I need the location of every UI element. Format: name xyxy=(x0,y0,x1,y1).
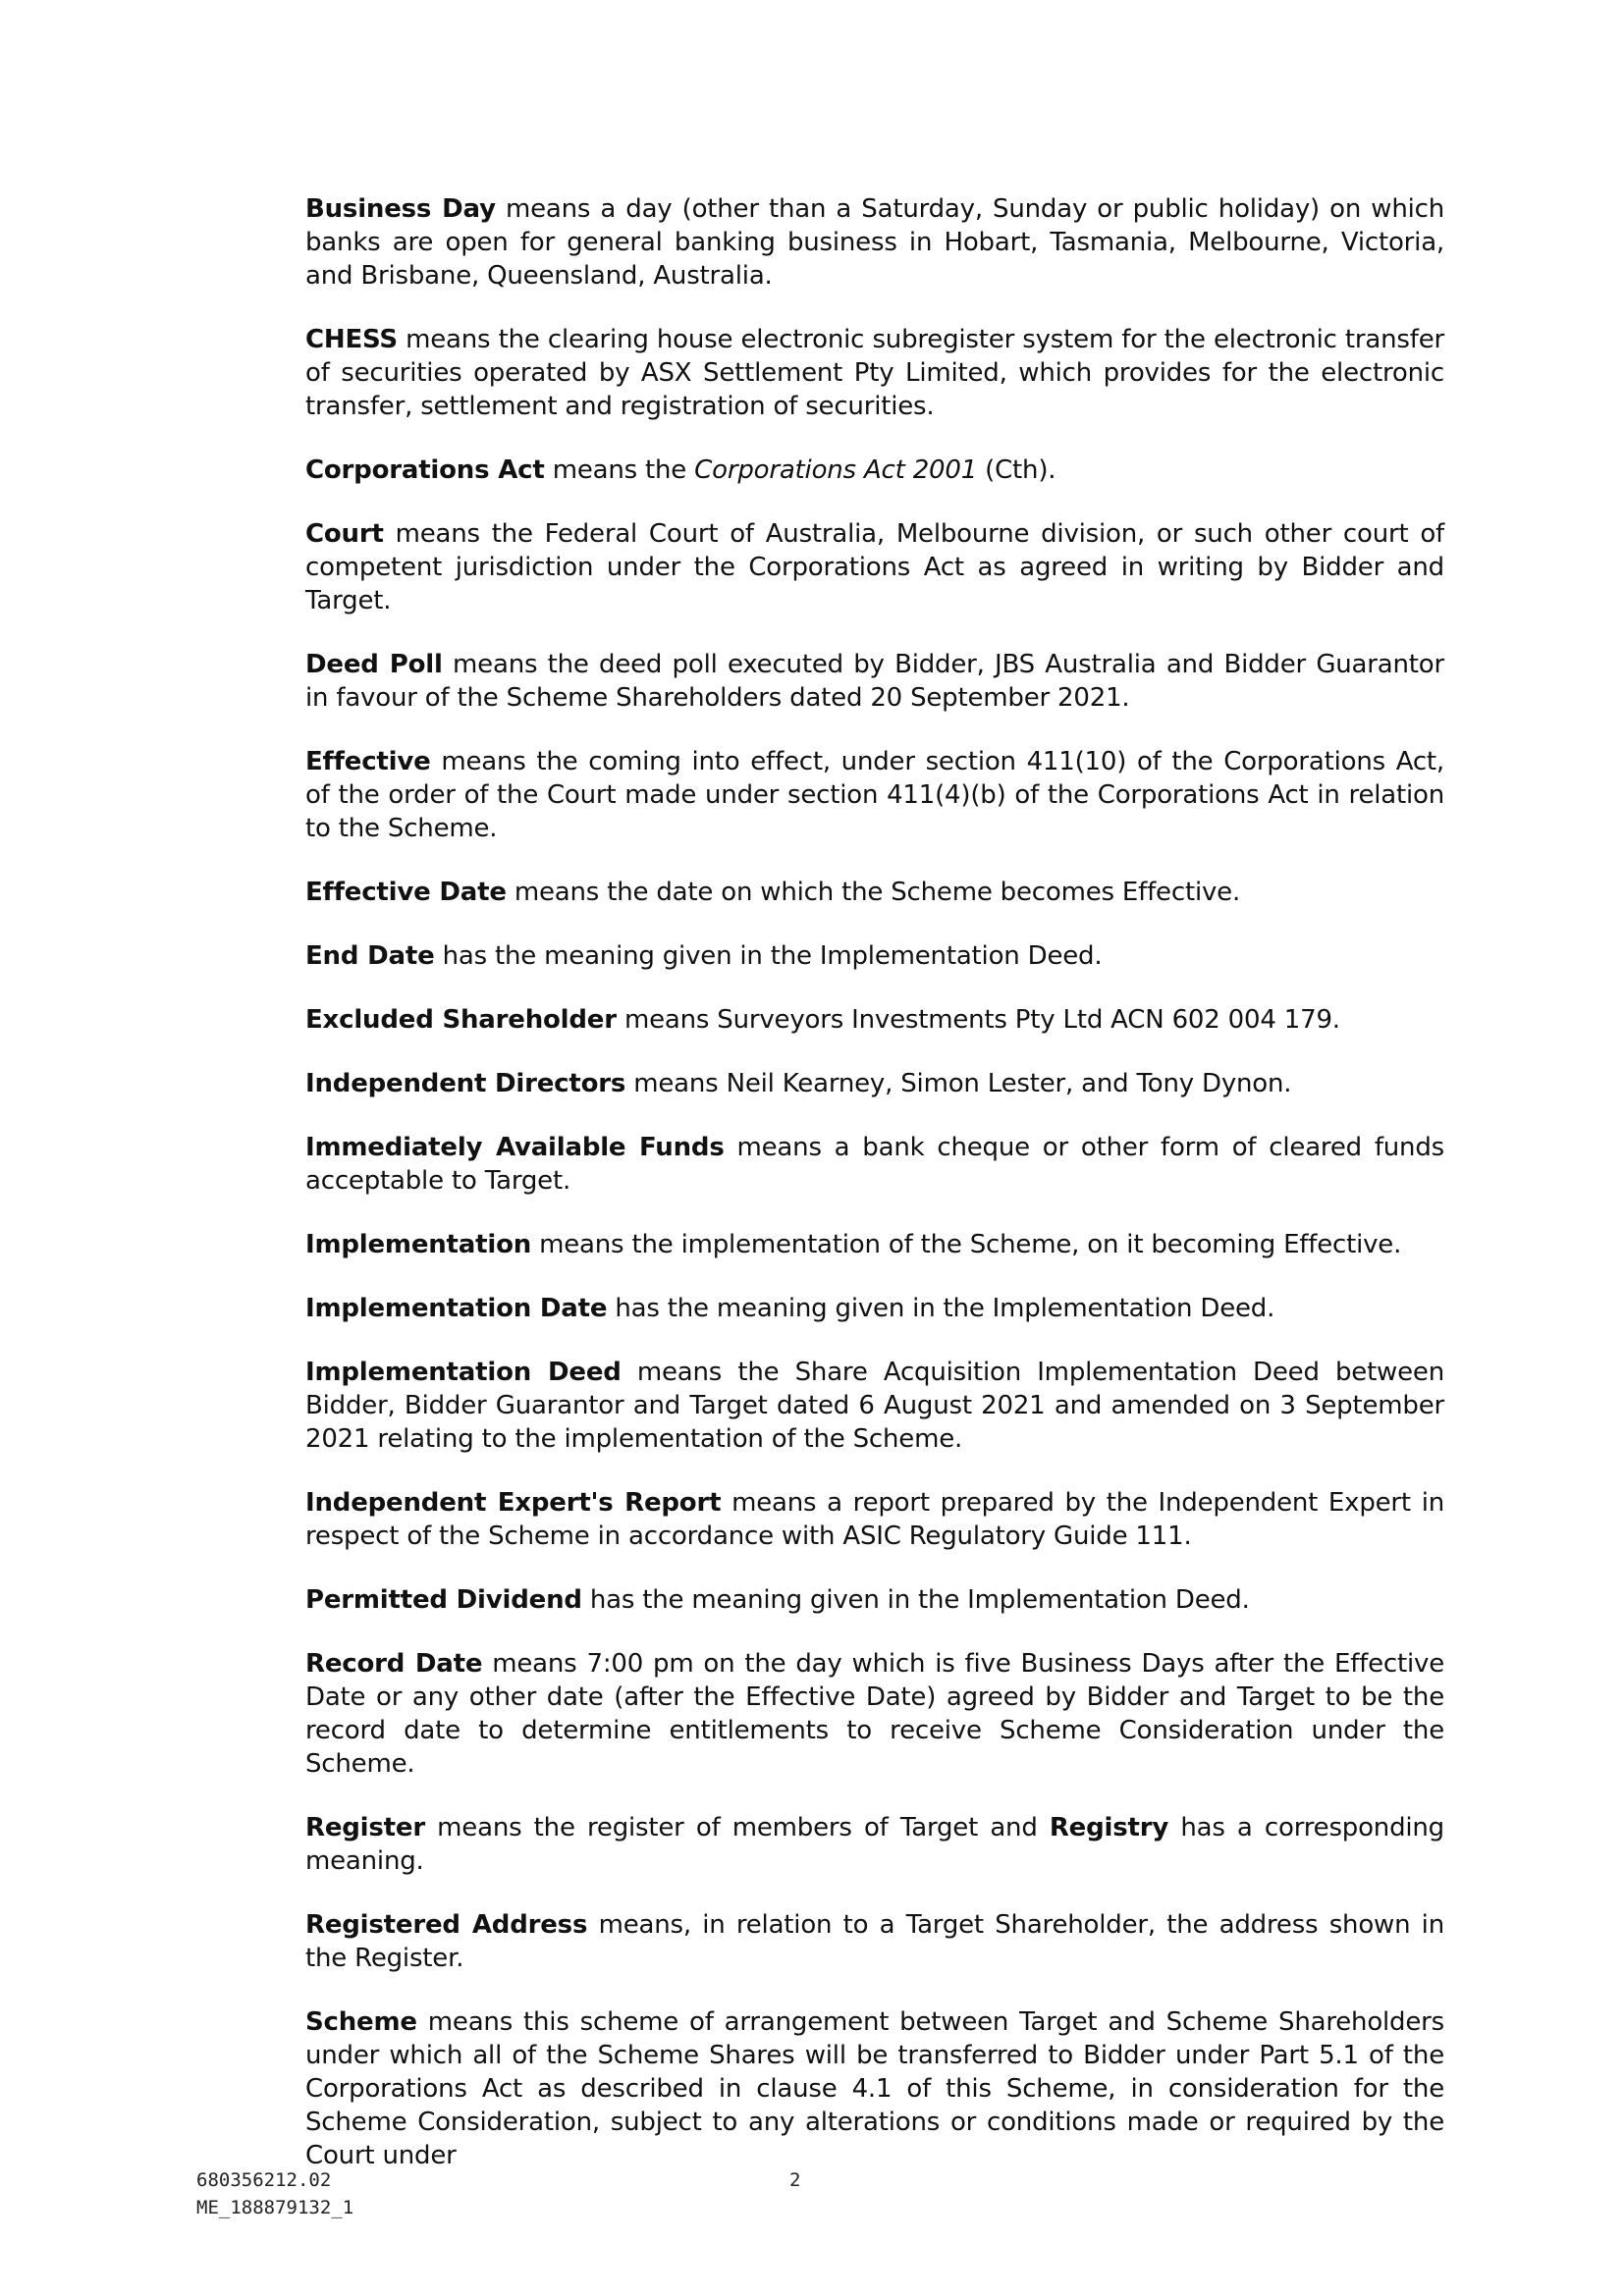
definition-text: means the coming into effect, under section 411(10) of the Corporations Act, of the order of the Court made under section 411(4)(b) of the Corporations Act in relation to the Scheme. xyxy=(305,747,1444,843)
definition-independent-experts-report xyxy=(305,1486,1444,1553)
term: CHESS xyxy=(305,325,398,354)
definition-text: means a day (other than a Saturday, Sunday or public holiday) on which banks are open for general banking business in Hobart, Tasmania, Melbourne, Victoria, and Brisbane, Queensland, Australia. xyxy=(305,194,1444,291)
definition-text: (Cth). xyxy=(977,455,1056,485)
term: Register xyxy=(305,1813,425,1842)
term: End Date xyxy=(305,941,435,971)
definition-text: means Surveyors Investments Pty Ltd ACN 602 004 179. xyxy=(616,1005,1340,1035)
definition-text: means this scheme of arrangement between Target and Scheme Shareholders under which all of the Scheme Shares will be transferred to Bidder under Part 5.1 of the Corporations Act as described in clause 4.1 of this Scheme, in consideration for the Scheme Consideration, subject to any alterations or conditions made or required by the Court under xyxy=(305,2007,1444,2170)
term: Effective xyxy=(305,747,431,776)
definition-text: means the implementation of the Scheme, on it becoming Effective. xyxy=(531,1230,1402,1259)
definition-text: has the meaning given in the Implementation Deed. xyxy=(607,1294,1275,1323)
term: Implementation Date xyxy=(305,1294,608,1323)
act-title: Corporations Act 2001 xyxy=(694,455,978,485)
definition-registered-address xyxy=(305,1908,1444,1975)
term: Permitted Dividend xyxy=(305,1585,582,1615)
term: Court xyxy=(305,519,384,549)
definition-text: means the date on which the Scheme becomes Effective. xyxy=(506,878,1241,907)
definition-text: means a bank cheque or other form of cleared funds acceptable to Target. xyxy=(305,1133,1444,1196)
definition-scheme xyxy=(305,2005,1444,2172)
term: Excluded Shareholder xyxy=(305,1005,617,1035)
definition-text: has the meaning given in the Implementation Deed. xyxy=(434,941,1103,971)
term: Business Day xyxy=(305,194,496,224)
definition-deed-poll xyxy=(305,648,1444,715)
definition-text: means a report prepared by the Independent Expert in respect of the Scheme in accordance with ASIC Regulatory Guide 111. xyxy=(305,1488,1444,1551)
definition-text: means the register of members of Target and xyxy=(424,1813,1050,1842)
definition-text: means the deed poll executed by Bidder, JBS Australia and Bidder Guarantor in favour of the Scheme Shareholders dated 20 September 2021. xyxy=(305,650,1444,713)
definition-text: has a corresponding meaning. xyxy=(305,1813,1444,1876)
document-id: 680356212.02 xyxy=(196,2169,332,2191)
definition-implementation xyxy=(305,1228,1444,1261)
term: Corporations Act xyxy=(305,455,545,485)
document-id: ME_188879132_1 xyxy=(196,2197,354,2218)
footer-document-ids xyxy=(196,2166,353,2221)
definition-independent-directors xyxy=(305,1067,1444,1100)
term: Independent Directors xyxy=(305,1069,626,1098)
definition-effective xyxy=(305,745,1444,845)
definition-text: means the Federal Court of Australia, Melbourne division, or such other court of competent jurisdiction under the Corporations Act as agreed in writing by Bidder and Target. xyxy=(305,519,1444,615)
definition-record-date xyxy=(305,1647,1444,1781)
definition-business-day xyxy=(305,192,1444,293)
term: Independent Expert's Report xyxy=(305,1488,722,1518)
definition-immediately-available-funds xyxy=(305,1131,1444,1198)
definition-chess xyxy=(305,323,1444,423)
definition-corporations-act xyxy=(305,454,1444,487)
definition-text: means the clearing house electronic subregister system for the electronic transfer of securities operated by ASX Settlement Pty Limited, which provides for the electronic transfer, settlement and registration of securities. xyxy=(305,325,1444,421)
definitions-list xyxy=(305,192,1444,2203)
definition-text: means Neil Kearney, Simon Lester, and Tony Dynon. xyxy=(625,1069,1292,1098)
term: Implementation xyxy=(305,1230,532,1259)
definition-excluded-shareholder xyxy=(305,1003,1444,1037)
definition-permitted-dividend xyxy=(305,1583,1444,1617)
definition-court xyxy=(305,517,1444,617)
definition-implementation-date xyxy=(305,1292,1444,1325)
term: Record Date xyxy=(305,1649,483,1679)
definition-text: means 7:00 pm on the day which is five Business Days after the Effective Date or any other date (after the Effective Date) agreed by Bidder and Target to be the record date to determine entitlements to receive Scheme Consideration under the Scheme. xyxy=(305,1649,1444,1779)
term: Effective Date xyxy=(305,878,507,907)
definition-effective-date xyxy=(305,876,1444,909)
definition-text: means, in relation to a Target Shareholder, the address shown in the Register. xyxy=(305,1910,1444,1973)
definition-implementation-deed xyxy=(305,1356,1444,1456)
term: Registered Address xyxy=(305,1910,588,1940)
definition-end-date xyxy=(305,939,1444,973)
definition-text: has the meaning given in the Implementation Deed. xyxy=(581,1585,1250,1615)
term: Scheme xyxy=(305,2007,417,2037)
definition-register xyxy=(305,1811,1444,1878)
term: Immediately Available Funds xyxy=(305,1133,725,1162)
definition-text: means the Share Acquisition Implementation Deed between Bidder, Bidder Guarantor and Target dated 6 August 2021 and amended on 3 September 2021 relating to the implementation of the Scheme. xyxy=(305,1358,1444,1454)
term: Registry xyxy=(1049,1813,1169,1842)
term: Deed Poll xyxy=(305,650,443,679)
term: Implementation Deed xyxy=(305,1358,622,1387)
page-number: 2 xyxy=(789,2169,801,2191)
definition-text: means the xyxy=(544,455,695,485)
